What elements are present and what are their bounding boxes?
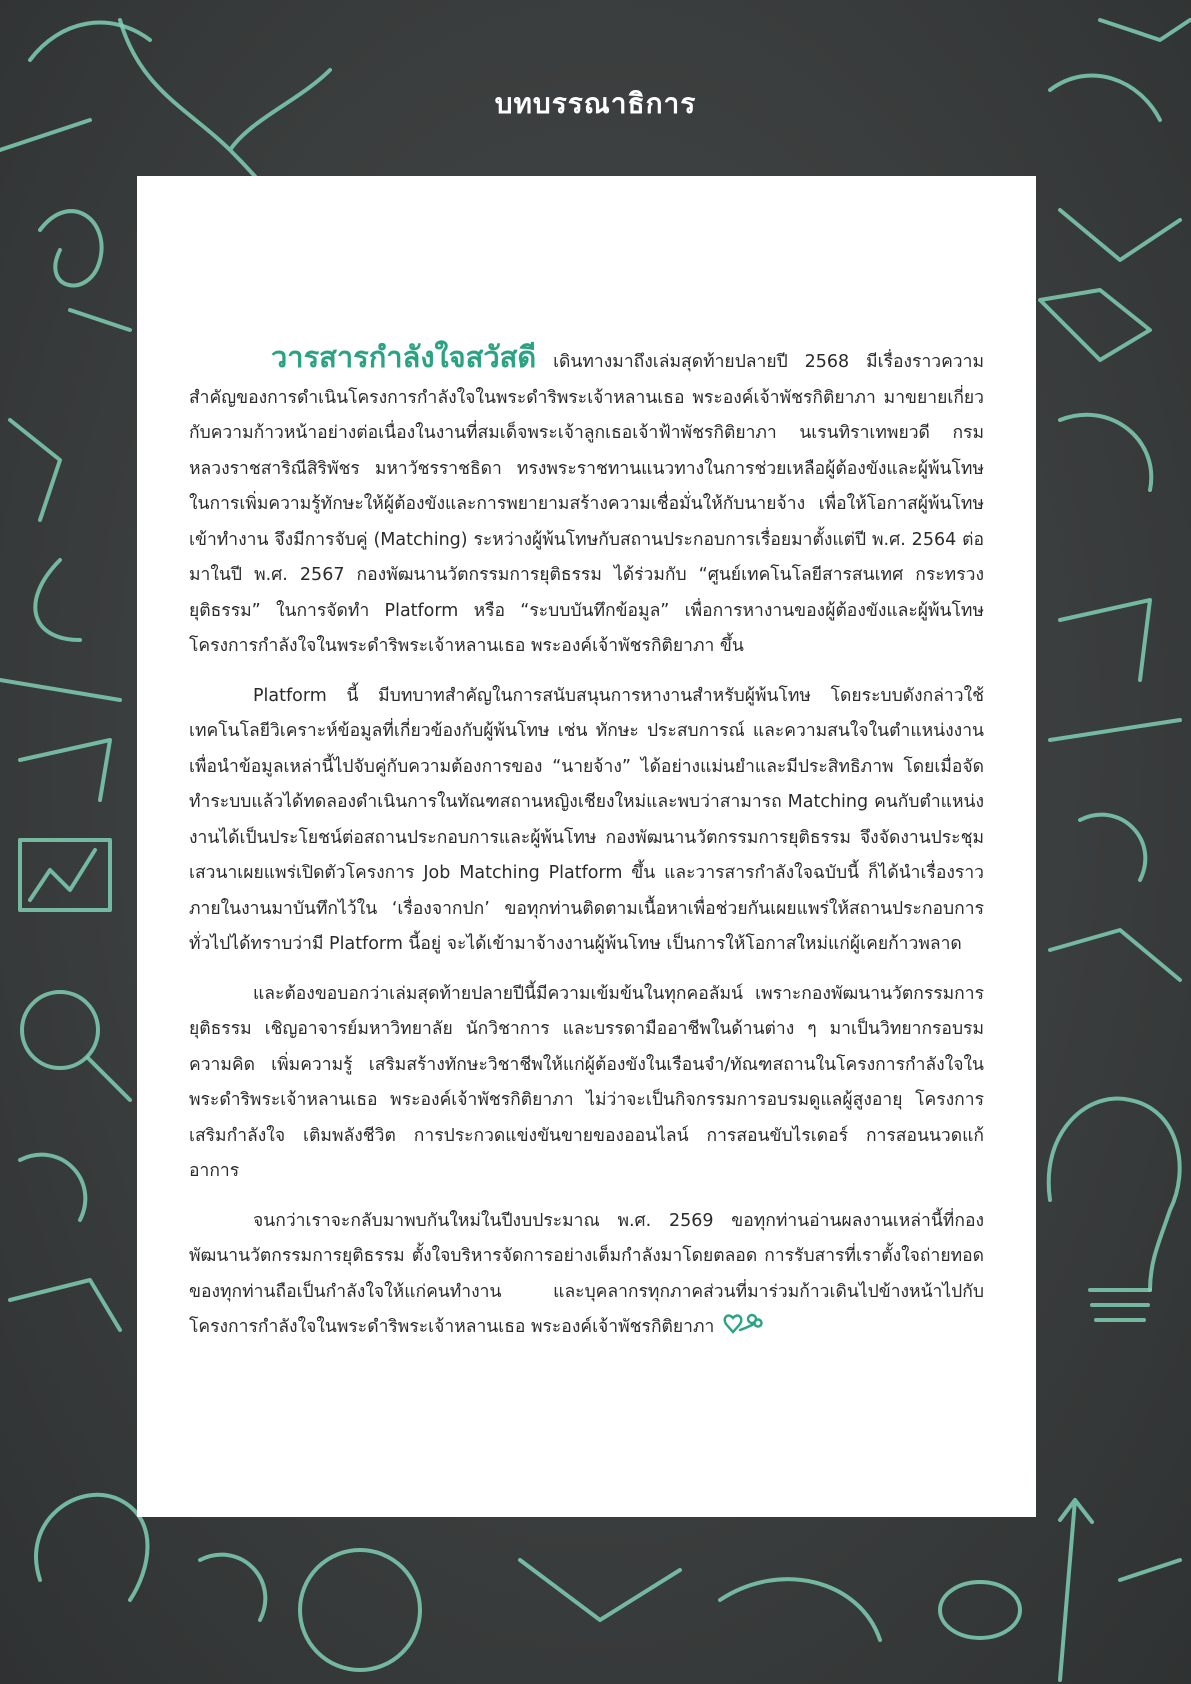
paragraph-3-text: และต้องขอบอกว่าเล่มสุดท้ายปลายปีนี้มีความเข้มข้นในทุกคอลัมน์ เพราะกองพัฒนานวัตกรรมการยุติธรรม เชิญอาจารย์มหาวิทยาลัย นักวิชาการ และบรรดามืออาชีพในด้านต่าง ๆ มาเป็นวิทยากรอบรมความคิด เพิ่มความรู้ เสริมสร้างทักษะวิชาชีพให้แก่ผู้ต้องขังในเรือนจำ/ทัณฑสถานในโครงการกำลังใจในพระดำริพระเจ้าหลานเธอ พระองค์เจ้าพัชรกิติยาภา ไม่ว่าจะเป็นกิจกรรมการอบรมดูแลผู้สูงอายุ โครงการเสริมกำลังใจ เติมพลังชีวิต การประกวดแข่งขันขายของออนไลน์ การสอนขับไรเดอร์ การสอนนวดแก้อาการ xyxy=(189,983,984,1181)
chalk-lightbulb-bottom-left xyxy=(36,1495,147,1600)
chalk-lightbulb-right xyxy=(1049,1098,1180,1290)
paragraph-4 xyxy=(189,1204,984,1346)
paragraph-1 xyxy=(189,342,984,665)
chalk-circle-bottom xyxy=(300,1550,420,1670)
chalk-arrow-bottom-right xyxy=(1060,1500,1092,1680)
paragraph-2 xyxy=(189,679,984,963)
chalk-arrow-top-right xyxy=(1100,20,1190,40)
journal-name: วารสารกำลังใจสวัสดี xyxy=(271,340,537,374)
editorial-card xyxy=(137,176,1036,1517)
paragraph-4-text: จนกว่าเราจะกลับมาพบกันใหม่ในปีงบประมาณ พ.ศ. 2569 ขอทุกท่านอ่านผลงานเหล่านี้ที่กองพัฒนานวัตกรรมการยุติธรรม ตั้งใจบริหารจัดการอย่างเต็มกำลังมาโดยตลอด การรับสารที่เราตั้งใจถ่ายทอดของทุกท่านถือเป็นกำลังใจให้แก่คนทำงาน และบุคลากรทุกภาคส่วนที่มาร่วมก้าวเดินไปข้างหน้าไปกับโครงการกำลังใจในพระดำริพระเจ้าหลานเธอ พระองค์เจ้าพัชรกิติยาภา xyxy=(189,1210,984,1337)
paragraph-1-text: เดินทางมาถึงเล่มสุดท้ายปลายปี 2568 มีเรื่องราวความสำคัญของการดำเนินโครงการกำลังใจในพระดำริพระเจ้าหลานเธอ พระองค์เจ้าพัชรกิติยาภา มาขยายเกี่ยวกับความก้าวหน้าอย่างต่อเนื่องในงานที่สมเด็จพระเจ้าลูกเธอเจ้าฟ้าพัชรกิติยาภา นเรนทิราเทพยวดี กรมหลวงราชสาริณีสิริพัชร มหาวัชรราชธิดา ทรงพระราชทานแนวทางในการช่วยเหลือผู้ต้องขังและผู้พ้นโทษในการเพิ่มความรู้ทักษะให้ผู้ต้องขังและการพยายามสร้างความเชื่อมั่นให้กับนายจ้าง เพื่อให้โอกาสผู้พ้นโทษเข้าทำงาน จึงมีการจับคู่ (Matching) ระหว่างผู้พ้นโทษกับสถานประกอบการเรื่อยมาตั้งแต่ปี พ.ศ. 2564 ต่อมาในปี พ.ศ. 2567 กองพัฒนานวัตกรรมการยุติธรรม ได้ร่วมกับ “ศูนย์เทคโนโลยีสารสนเทศ กระทรวงยุติธรรม” ในการจัดทำ Platform หรือ “ระบบบันทึกข้อมูล” เพื่อการหางานของผู้ต้องขังและผู้พ้นโทษ โครงการกำลังใจในพระดำริพระเจ้าหลานเธอ พระองค์เจ้าพัชรกิติยาภา ขึ้น xyxy=(189,352,984,656)
heart-flower-icon xyxy=(720,1310,766,1338)
page-title: บทบรรณาธิการ xyxy=(494,87,697,120)
paragraph-3 xyxy=(189,977,984,1190)
paragraph-2-text: Platform นี้ มีบทบาทสำคัญในการสนับสนุนการหางานสำหรับผู้พ้นโทษ โดยระบบดังกล่าวใช้เทคโนโลยีวิเคราะห์ข้อมูลที่เกี่ยวข้องกับผู้พ้นโทษ เช่น ทักษะ ประสบการณ์ และความสนใจในตำแหน่งงาน เพื่อนำข้อมูลเหล่านี้ไปจับคู่กับความต้องการของ “นายจ้าง” ได้อย่างแม่นยำและมีประสิทธิภาพ โดยเมื่อจัดทำระบบแล้วได้ทดลองดำเนินการในทัณฑสถานหญิงเชียงใหม่และพบว่าสามารถ Matching คนกับตำแหน่งงานได้เป็นประโยชน์ต่อสถานประกอบการและผู้พ้นโทษ กองพัฒนานวัตกรรมการยุติธรรม จึงจัดงานประชุมเสวนาเผยแพร่เปิดตัวโครงการ Job Matching Platform ขึ้น และวารสารกำลังใจฉบับนี้ ก็ได้นำเรื่องราวภายในงานมาบันทึกไว้ใน ‘เรื่องจากปก’ ขอทุกท่านติดตามเนื้อหาเพื่อช่วยกันเผยแพร่ให้สถานประกอบการทั่วไปได้ทราบว่ามี Platform นี้อยู่ จะได้เข้ามาจ้างงานผู้พ้นโทษ เป็นการให้โอกาสใหม่แก่ผู้เคยก้าวพลาด xyxy=(189,685,984,954)
